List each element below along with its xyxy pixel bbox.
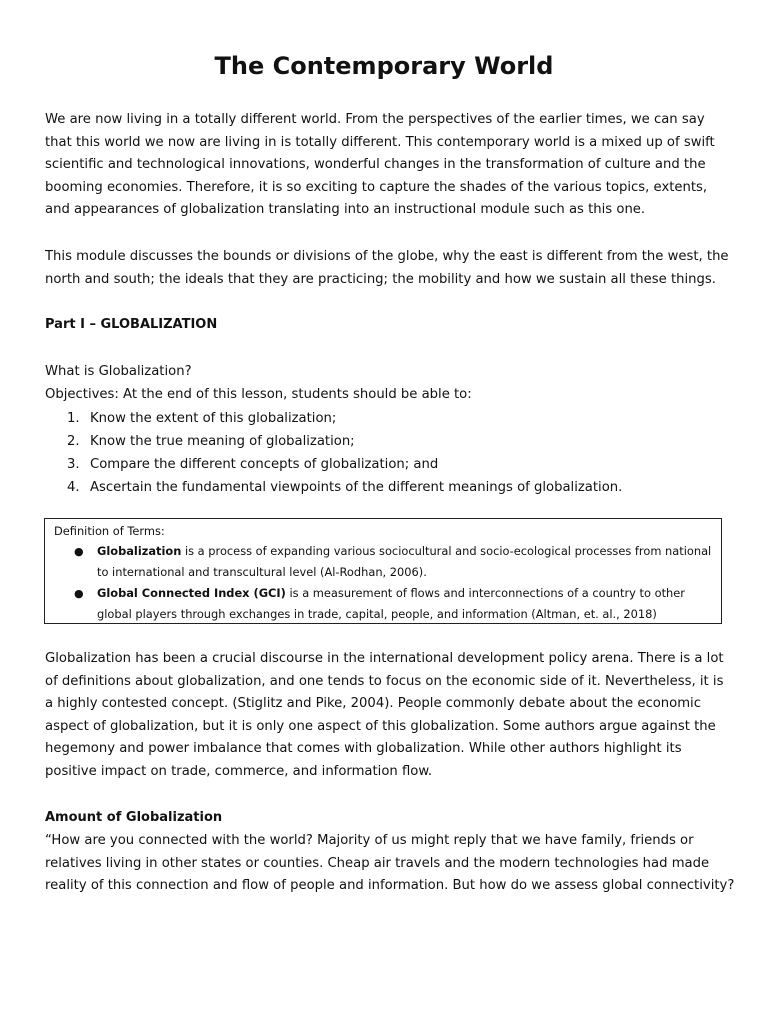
definitions-title: Definition of Terms: [54, 524, 165, 538]
bullet-icon: ● [74, 545, 84, 558]
term-definition: is a measurement of flows and interconnections of a country to other global players through exchanges in trade, capital, people, and information (Altman, et. al., 2018) [97, 586, 685, 621]
intro-paragraph: We are now living in a totally different world. From the perspectives of the earlier times, we can say that this world we now are living in is totally different. This contemporary world is a mixed up of swift scientific and technological innovations, wonderful changes in the transformation of culture and the booming economies. Therefore, it is so exciting to capture the shades of the various topics, extents, and appearances of globalization translating into an instructional module such as this one. [45, 112, 715, 218]
list-item [45, 407, 622, 430]
list-number: 1. [67, 411, 80, 426]
question-line: What is Globalization? [45, 364, 192, 379]
list-number: 3. [67, 457, 80, 472]
list-number: 2. [67, 434, 80, 449]
term-name: Globalization [97, 544, 182, 558]
bullet-icon: ● [74, 587, 84, 600]
objectives-list [45, 407, 622, 499]
amount-paragraph: “How are you connected with the world? Majority of us might reply that we have family, friends or relatives living in other states or counties. Cheap air travels and the modern technologies had made reality of this connection and flow of people and information. But how do we assess global connectivity? [45, 833, 735, 894]
definition-item [74, 583, 715, 625]
list-item [45, 430, 622, 453]
definition-item [74, 541, 715, 583]
amount-heading: Amount of Globalization [45, 810, 223, 825]
definition-of-terms-box [44, 518, 722, 624]
list-number: 4. [67, 480, 80, 495]
term-name: Global Connected Index (GCI) [97, 586, 286, 600]
list-item-text: Ascertain the fundamental viewpoints of the different meanings of globalization. [90, 480, 623, 495]
list-item-text: Know the extent of this globalization; [90, 411, 337, 426]
term-definition: is a process of expanding various sociocultural and socio-ecological processes from national to international and transcultural level (Al-Rodhan, 2006). [97, 544, 712, 579]
discourse-paragraph: Globalization has been a crucial discourse in the international development policy arena. There is a lot of definitions about globalization, and one tends to focus on the economic side of it. Nevertheless, it is a highly contested concept. (Stiglitz and Pike, 2004). People commonly debate about the economic aspect of globalization, but it is only one aspect of this globalization. Some authors argue against the hegemony and power imbalance that comes with globalization. While other authors highlight its positive impact on trade, commerce, and information flow. [45, 651, 724, 779]
list-item [45, 453, 622, 476]
list-item-text: Know the true meaning of globalization; [90, 434, 355, 449]
list-item [45, 476, 622, 499]
list-item-text: Compare the different concepts of globalization; and [90, 457, 439, 472]
objectives-intro: Objectives: At the end of this lesson, students should be able to: [45, 387, 472, 402]
module-paragraph: This module discusses the bounds or divisions of the globe, why the east is different from the west, the north and south; the ideals that they are practicing; the mobility and how we sustain all these things. [45, 249, 729, 287]
page-title: The Contemporary World [214, 52, 554, 80]
part-heading: Part I – GLOBALIZATION [45, 317, 218, 332]
